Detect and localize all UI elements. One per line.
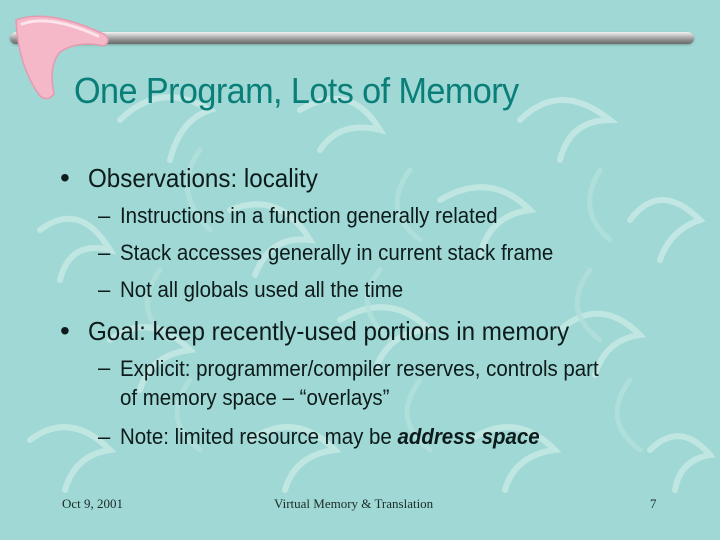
dash-marker: – — [98, 355, 111, 380]
address-space-emphasis: address space — [397, 424, 540, 449]
dash-marker: – — [98, 424, 111, 449]
subitem-note — [120, 423, 540, 451]
subitem-globals: Not all globals used all the time — [120, 277, 404, 302]
subitem-explicit: Explicit: programmer/compiler reserves, controls part — [120, 356, 599, 381]
footer-date: Oct 9, 2001 — [62, 496, 124, 511]
bullet-marker: • — [60, 315, 70, 346]
page-number: 7 — [650, 496, 657, 511]
subitem-note-text: Note: limited resource may be — [120, 424, 398, 449]
subitem-instructions: Instructions in a function generally related — [120, 203, 498, 228]
subitem-stack: Stack accesses generally in current stack frame — [120, 240, 554, 265]
dash-marker: – — [98, 277, 111, 302]
bullet-marker: • — [60, 162, 70, 193]
subitem-explicit-continued: of memory space – “overlays” — [120, 385, 390, 410]
footer-title: Virtual Memory & Translation — [274, 496, 434, 511]
slide-title: One Program, Lots of Memory — [74, 70, 519, 111]
dash-marker: – — [98, 240, 111, 265]
bullet-goal: Goal: keep recently-used portions in memory — [88, 316, 570, 346]
dash-marker: – — [98, 203, 111, 228]
bullet-observations: Observations: locality — [88, 163, 318, 193]
